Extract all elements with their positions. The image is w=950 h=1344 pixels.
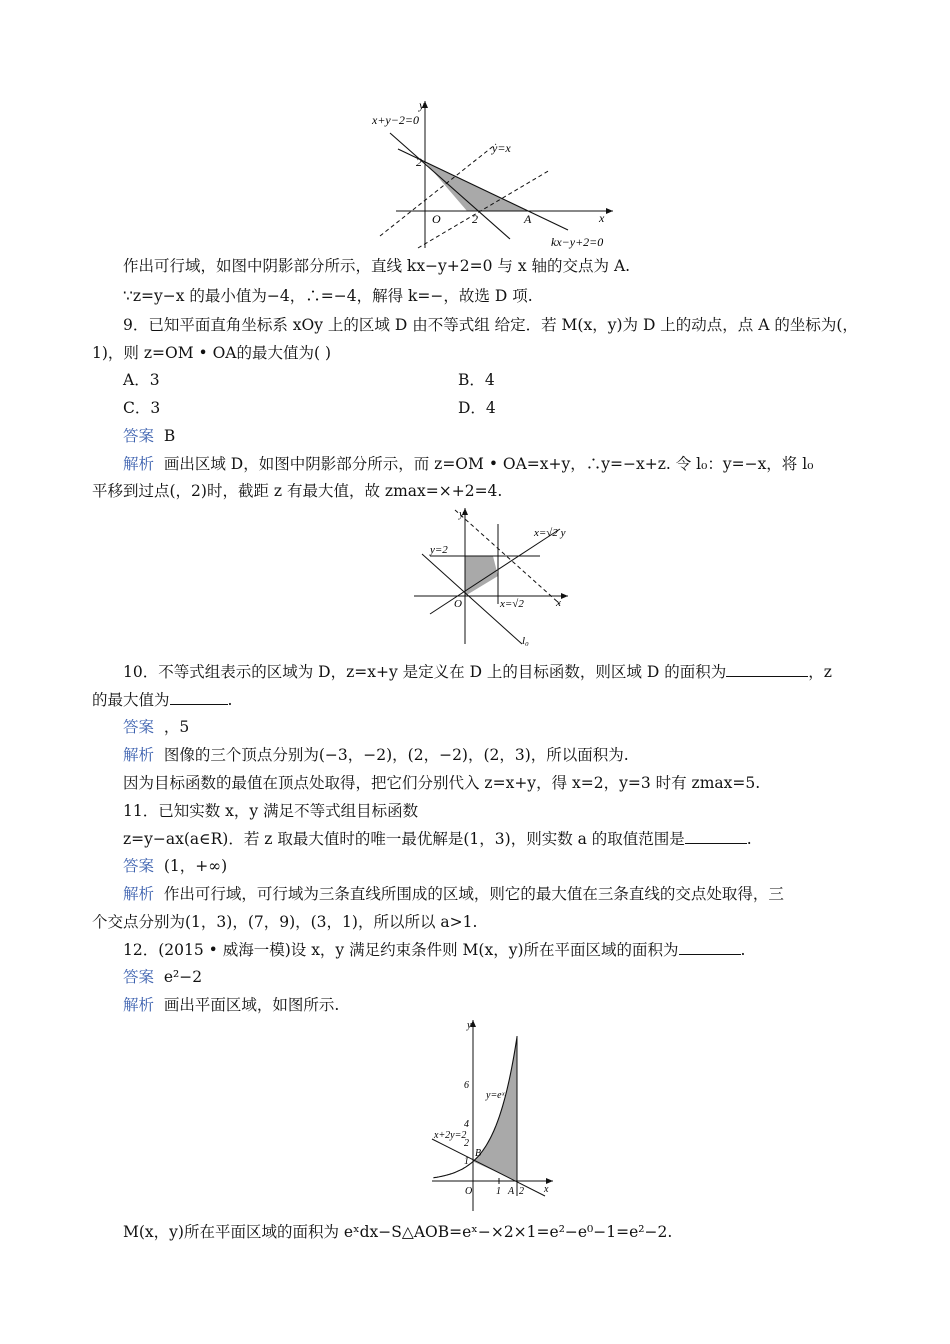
q12-final: M(x，y)所在平面区域的面积为 eˣdx−S△AOB=eˣ−×2×1=e²−e⁰−1=e²−2. [123, 1223, 673, 1241]
q9-answer: B [163, 427, 176, 445]
fig1-line2-label: kx−y+2=0 [551, 235, 604, 249]
q10-stem-2 [92, 690, 232, 710]
figure-feasible-region-1 [368, 96, 618, 252]
q12-analysis-text-1: 画出平面区域，如图所示. [163, 996, 340, 1014]
q9-analysis-1 [123, 454, 813, 474]
q9-analysis-text-1: 画出区域 D，如图中阴影部分所示，而 z=OM • OA=x+y，∴y=−x+z. 令 l₀：y=−x，将 l₀ [163, 455, 814, 473]
q10-analysis-text-1: 图像的三个顶点分别为(−3，−2)，(2，−2)，(2，3)，所以面积为. [163, 746, 629, 764]
analysis-label: 解析 [123, 885, 155, 903]
q12-analysis-1 [123, 995, 339, 1015]
q9-option-c: C．3 [123, 399, 161, 417]
answer-label: 答案 [123, 857, 155, 875]
answer-label: 答案 [123, 427, 155, 445]
fig1-yx-label: y=x [492, 141, 511, 155]
p8-line2: ∵z=y−x 的最小值为−4，∴=−4，解得 k=−，故选 D 项. [123, 287, 533, 305]
q12-answer-row [123, 967, 202, 987]
q11-analysis-2: 个交点分别为(1，3)，(7，9)，(3，1)，所以所以 a>1. [92, 913, 478, 931]
shaded-region [473, 1037, 517, 1181]
fig1-origin-label: O [432, 212, 441, 226]
fig2-y-axis-label: y [459, 508, 464, 520]
fig1-tick-x2: 2 [472, 212, 478, 226]
q12-stem-tail-1: . [740, 941, 746, 959]
q11-stem-2 [123, 829, 752, 849]
q10-answer: ，5 [163, 718, 190, 736]
q10-analysis-2: 因为目标函数的最值在顶点处取得，把它们分别代入 z=x+y，得 x=2，y=3 时有 zmax=5. [123, 774, 761, 792]
fig3-line-label: x+2y=2 [434, 1130, 467, 1141]
fig1-y-axis-label: y [419, 98, 425, 112]
q9-stem-2: 1)，则 z=OM • OA的最大值为( ) [92, 344, 331, 362]
analysis-label: 解析 [123, 455, 155, 473]
fig1-x-axis-label: x [599, 211, 605, 225]
q11-answer: (1，+∞) [163, 857, 228, 875]
answer-blank [685, 829, 747, 844]
q9-option-d: D．4 [458, 399, 496, 417]
q11-stem-tail-2: . [746, 830, 752, 848]
fig3-tick-x2: 2 [519, 1186, 524, 1197]
answer-label: 答案 [123, 718, 155, 736]
fig3-x-axis-label: x [544, 1184, 549, 1195]
answer-blank [726, 662, 808, 677]
q12-stem-1 [123, 940, 745, 960]
fig2-line-label: x=√2 y [534, 527, 566, 539]
q9-answer-row [123, 426, 175, 446]
q9-stem-1: 9．已知平面直角坐标系 xOy 上的区域 D 由不等式组 给定．若 M(x，y)为 D 上的动点，点 A 的坐标为(， [123, 316, 858, 334]
q10-stem-text-1: 10．不等式组表示的区域为 D，z=x+y 是定义在 D 上的目标函数，则区域 D 的面积为 [123, 663, 727, 681]
q9-analysis-2: 平移到过点(，2)时，截距 z 有最大值，故 zmax=×+2=4. [92, 482, 503, 500]
answer-blank [679, 940, 741, 955]
q11-analysis-1 [123, 884, 784, 904]
q9-option-a: A．3 [123, 371, 160, 389]
analysis-label: 解析 [123, 996, 155, 1014]
fig1-tick-y2: 2 [416, 155, 422, 169]
p8-line1: 作出可行域，如图中阴影部分所示，直线 kx−y+2=0 与 x 轴的交点为 A. [123, 257, 631, 275]
answer-blank [170, 690, 228, 705]
fig2-origin-label: O [454, 598, 462, 610]
analysis-label: 解析 [123, 746, 155, 764]
q10-stem-tail-2: . [227, 691, 233, 709]
q11-stem-text-2: z=y−ax(a∈R)．若 z 取最大值时的唯一最优解是(1，3)，则实数 a 的取值范围是 [123, 830, 685, 848]
fig3-point-b: B [475, 1148, 482, 1159]
figure-feasible-region-2 [410, 504, 575, 649]
fig3-tick-4: 4 [464, 1119, 469, 1130]
q11-analysis-text-1: 作出可行域，可行域为三条直线所围成的区域，则它的最大值在三条直线的交点处取得，三 [163, 885, 784, 903]
q11-answer-row [123, 856, 227, 876]
q10-answer-row [123, 717, 189, 737]
q12-answer: e²−2 [163, 968, 203, 986]
figure-exp-region [428, 1016, 558, 1216]
q12-stem-text-1: 12．(2015 • 威海一模)设 x，y 满足约束条件则 M(x，y)所在平面区域的面积为 [123, 941, 679, 959]
fig1-point-a: A [524, 212, 532, 226]
fig3-tick-x1: 1 [496, 1186, 501, 1197]
q9-option-b: B．4 [458, 371, 495, 389]
fig2-l0-label: l₀ [522, 635, 529, 647]
answer-label: 答案 [123, 968, 155, 986]
q11-stem-1: 11．已知实数 x，y 满足不等式组目标函数 [123, 802, 419, 820]
fig2-xsqrt2-label: x=√2 [500, 598, 524, 610]
fig3-y-axis-label: y [467, 1020, 472, 1031]
q10-stem-1 [123, 662, 832, 682]
fig3-tick-2: 2 [464, 1138, 469, 1149]
fig3-exp-label: y=eˣ [486, 1090, 505, 1101]
fig3-point-a: A [508, 1186, 515, 1197]
fig1-line1-label: x+y−2=0 [372, 113, 419, 127]
q10-stem-text-2: 的最大值为 [92, 691, 170, 709]
q10-stem-tail-1: ，z [808, 663, 832, 681]
fig2-y2-label: y=2 [430, 544, 448, 556]
fig2-x-axis-label: x [556, 597, 561, 609]
q10-analysis-1 [123, 745, 629, 765]
fig3-origin-label: O [465, 1186, 473, 1197]
fig3-tick-1: 1 [464, 1156, 469, 1167]
fig3-tick-6: 6 [464, 1080, 469, 1091]
